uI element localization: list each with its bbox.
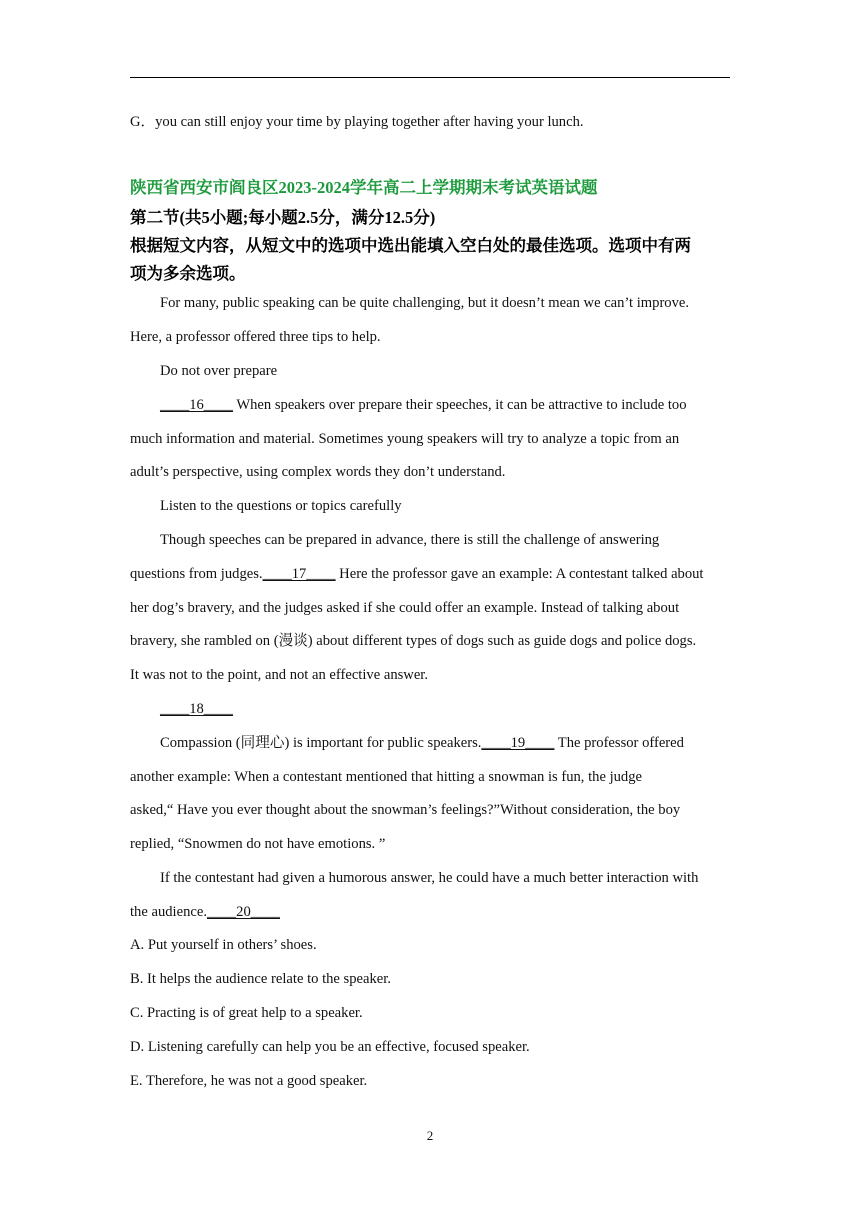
option-d: D. Listening carefully can help you be an effective, focused speaker. — [130, 1039, 530, 1055]
passage-line — [160, 395, 770, 415]
subheading-listen: Listen to the questions or topics carefully — [160, 498, 402, 514]
header-rule — [130, 77, 730, 78]
option-e: E. Therefore, he was not a good speaker. — [130, 1073, 368, 1089]
passage-line — [130, 902, 740, 922]
passage-line: For many, public speaking can be quite challenging, but it doesn’t mean we can’t improve. — [160, 295, 690, 311]
section-subtitle: 第二节(共5小题;每小题2.5分，满分12.5分) — [130, 208, 436, 227]
option-g-text: G．you can still enjoy your time by playing together after having your lunch. — [130, 114, 584, 130]
passage-text: Compassion (同理心) is important for public speakers. — [160, 735, 482, 751]
passage-line — [160, 699, 770, 719]
passage-line: her dog’s bravery, and the judges asked if she could offer an example. Instead of talking about — [130, 600, 680, 616]
page-number: 2 — [426, 1128, 434, 1143]
passage-line: If the contestant had given a humorous answer, he could have a much better interaction with — [160, 870, 699, 886]
passage-text: When speakers over prepare their speeches, it can be attractive to include too — [232, 397, 687, 413]
passage-line: asked,“ Have you ever thought about the snowman’s feelings?”Without consideration, the boy — [130, 802, 681, 818]
passage-text: questions from judges. — [130, 566, 263, 582]
option-a: A. Put yourself in others’ shoes. — [130, 937, 317, 953]
subheading-prepare: Do not over prepare — [160, 363, 278, 379]
passage-text: the audience. — [130, 904, 207, 920]
instruction-line-1: 根据短文内容，从短文中的选项中选出能填入空白处的最佳选项。选项中有两 — [130, 236, 691, 255]
passage-line: Though speeches can be prepared in advance, there is still the challenge of answering — [160, 532, 660, 548]
blank-20[interactable]: ____20____ — [206, 904, 280, 920]
passage-text: Here the professor gave an example: A contestant talked about — [335, 566, 704, 582]
passage-text: The professor offered — [554, 735, 684, 751]
blank-16[interactable]: ____16____ — [160, 397, 233, 413]
passage-line: It was not to the point, and not an effective answer. — [130, 667, 429, 683]
passage-line: replied, “Snowmen do not have emotions. ” — [130, 836, 386, 852]
option-c: C. Practing is of great help to a speaker. — [130, 1005, 363, 1021]
passage-line: another example: When a contestant mentioned that hitting a snowman is fun, the judge — [130, 769, 642, 785]
blank-17[interactable]: ____17____ — [262, 566, 336, 582]
section-title: 陕西省西安市阎良区2023-2024学年高二上学期期末考试英语试题 — [130, 178, 598, 197]
passage-line: adult’s perspective, using complex words they don’t understand. — [130, 464, 506, 480]
instruction-line-2: 项为多余选项。 — [130, 264, 246, 283]
blank-18[interactable]: ____18____ — [160, 701, 233, 717]
passage-line: much information and material. Sometimes young speakers will try to analyze a topic from an — [130, 431, 680, 447]
passage-line: bravery, she rambled on (漫谈) about different types of dogs such as guide dogs and police dogs. — [130, 633, 697, 649]
passage-line — [160, 733, 770, 753]
option-b: B. It helps the audience relate to the speaker. — [130, 971, 391, 987]
blank-19[interactable]: ____19____ — [481, 735, 555, 751]
passage-line — [130, 564, 740, 584]
passage-line: Here, a professor offered three tips to help. — [130, 329, 381, 345]
